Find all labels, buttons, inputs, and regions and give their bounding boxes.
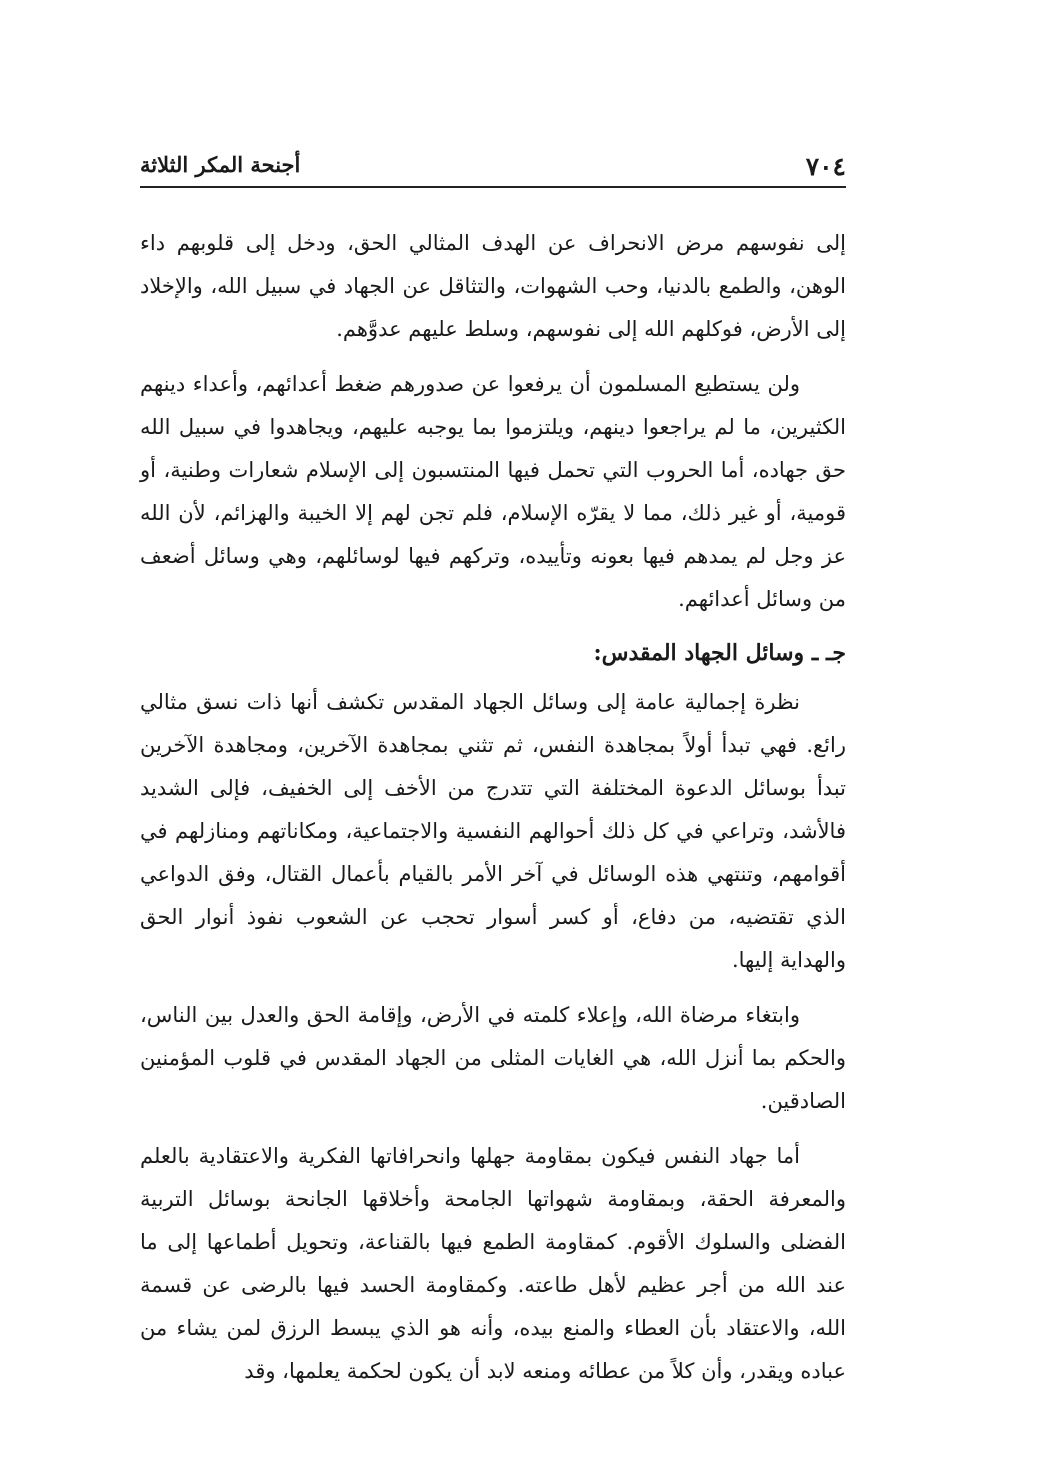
header-divider (140, 186, 846, 188)
paragraph-4: وابتغاء مرضاة الله، وإعلاء كلمته في الأرض، وإقامة الحق والعدل بين الناس، والحكم بما أنزل الله، هي الغايات المثلى من الجهاد المقدس في قلوب المؤمنين الصادقين. (140, 1003, 846, 1113)
paragraph-2: ولن يستطيع المسلمون أن يرفعوا عن صدورهم ضغط أعدائهم، وأعداء دينهم الكثيرين، ما لم يراجعوا دينهم، ويلتزموا بما يوجبه عليهم، ويجاهدوا في سبيل الله حق جهاده، أما الحروب التي تحمل فيها المنتسبون إلى الإسلام شعارات وطنية، أو قومية، أو غير ذلك، مما لا يقرّه الإسلام، فلم تجن لهم إلا الخيبة والهزائم، لأن الله عز وجل لم يمدهم فيها بعونه وتأييده، وتركهم فيها لوسائلهم، وهي وسائل أضعف من وسائل أعدائهم. (140, 372, 846, 611)
page-body (140, 222, 846, 1405)
paragraph-1: إلى نفوسهم مرض الانحراف عن الهدف المثالي الحق، ودخل إلى قلوبهم داء الوهن، والطمع بالدنيا، وحب الشهوات، والتثاقل عن الجهاد في سبيل الله، والإخلاد إلى الأرض، فوكلهم الله إلى نفوسهم، وسلط عليهم عدوَّهم. (140, 231, 846, 341)
paragraph-3: نظرة إجمالية عامة إلى وسائل الجهاد المقدس تكشف أنها ذات نسق مثالي رائع. فهي تبدأ أولاً بمجاهدة النفس، ثم تثني بمجاهدة الآخرين، ومجاهدة الآخرين تبدأ بوسائل الدعوة المختلفة التي تتدرج من الأخف إلى الخفيف، فإلى الشديد فالأشد، وتراعي في كل ذلك أحوالهم النفسية والاجتماعية، ومكاناتهم ومنازلهم في أقوامهم، وتنتهي هذه الوسائل في آخر الأمر بالقيام بأعمال القتال، وفق الدواعي الذي تقتضيه، من دفاع، أو كسر أسوار تحجب عن الشعوب نفوذ أنوار الحق والهداية إليها. (140, 690, 846, 972)
running-title: أجنحة المكر الثلاثة (140, 152, 301, 177)
page-header (140, 148, 846, 184)
page-number: ٧٠٤ (805, 152, 846, 181)
paragraph-5: أما جهاد النفس فيكون بمقاومة جهلها وانحرافاتها الفكرية والاعتقادية بالعلم والمعرفة الحقة، وبمقاومة شهواتها الجامحة وأخلاقها الجانحة بوسائل التربية الفضلى والسلوك الأقوم. كمقاومة الطمع فيها بالقناعة، وتحويل أطماعها إلى ما عند الله من أجر عظيم لأهل طاعته. وكمقاومة الحسد فيها بالرضى عن قسمة الله، والاعتقاد بأن العطاء والمنع بيده، وأنه هو الذي يبسط الرزق لمن يشاء من عباده ويقدر، وأن كلاً من عطائه ومنعه لابد أن يكون لحكمة يعلمها، وقد (140, 1144, 846, 1383)
section-heading: جـ ـ وسائل الجهاد المقدس: (593, 640, 846, 666)
